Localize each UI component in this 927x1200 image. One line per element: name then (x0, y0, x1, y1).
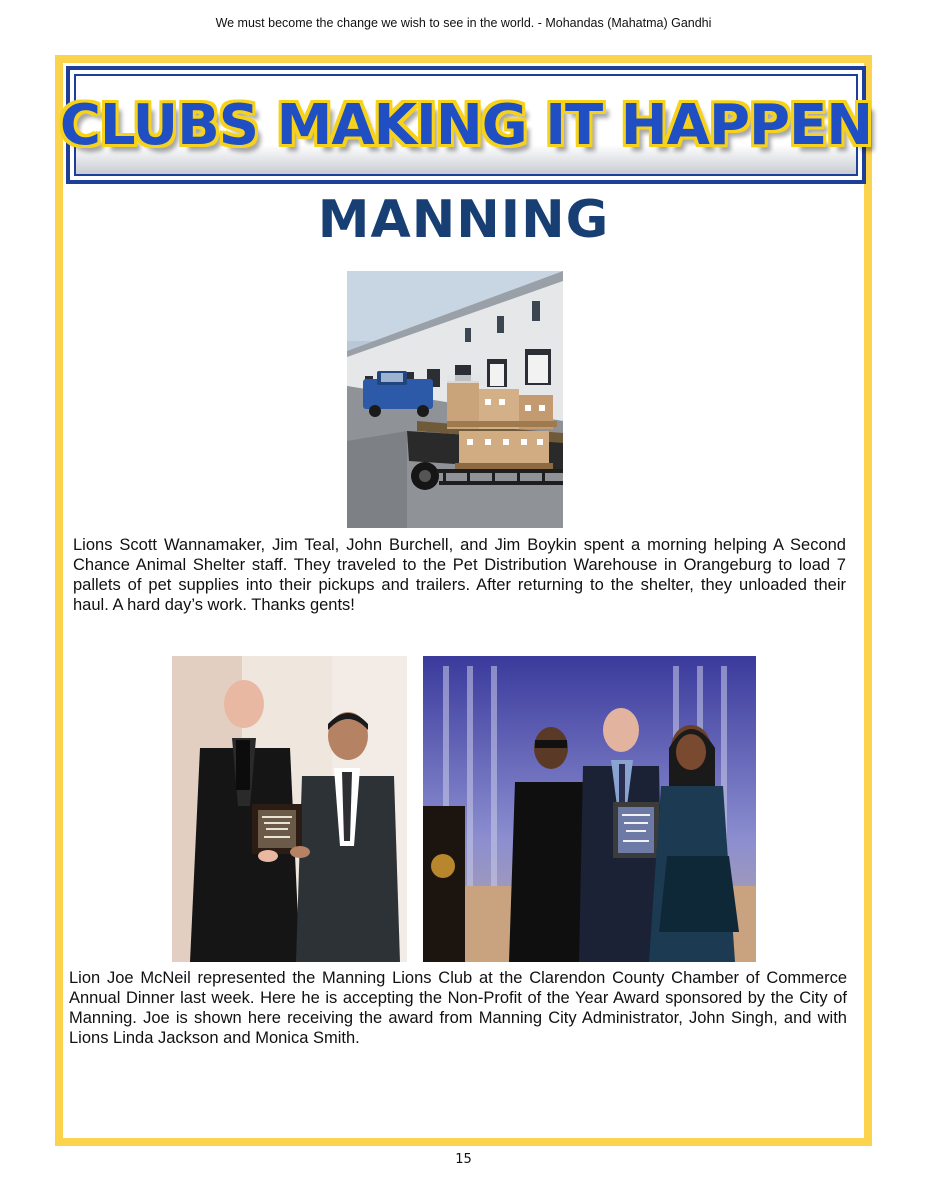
banner (59, 66, 873, 184)
award-photo-three-people (423, 656, 756, 962)
banner-title: CLUBS MAKING IT HAPPEN (59, 92, 873, 158)
page-number: 15 (455, 1152, 472, 1167)
award-photo-two-men (172, 656, 407, 962)
section-title: MANNING (317, 190, 610, 250)
warehouse-photo (347, 271, 563, 528)
banner-panel (59, 74, 873, 176)
story-text-pet-supplies: Lions Scott Wannamaker, Jim Teal, John Burchell, and Jim Boykin spent a morning helping A Second Chance Animal Shelter staff. They traveled to the Pet Distribution Warehouse in Orangeburg to load 7 pallets of pet supplies into their pickups and trailers. After returning to the shelter, they unloaded their haul. A hard day’s work. Thanks gents! (73, 536, 846, 614)
header-quote: We must become the change we wish to see in the world. - Mohandas (Mahatma) Gandhi (215, 16, 712, 30)
story-text-award: Lion Joe McNeil represented the Manning Lions Club at the Clarendon County Chamber of Commerce Annual Dinner last week. Here he is accepting the Non-Profit of the Year Award sponsored by the City of Manning. Joe is shown here receiving the award from Manning City Administrator, John Singh, and with Lions Linda Jackson and Monica Smith. (69, 969, 847, 1047)
